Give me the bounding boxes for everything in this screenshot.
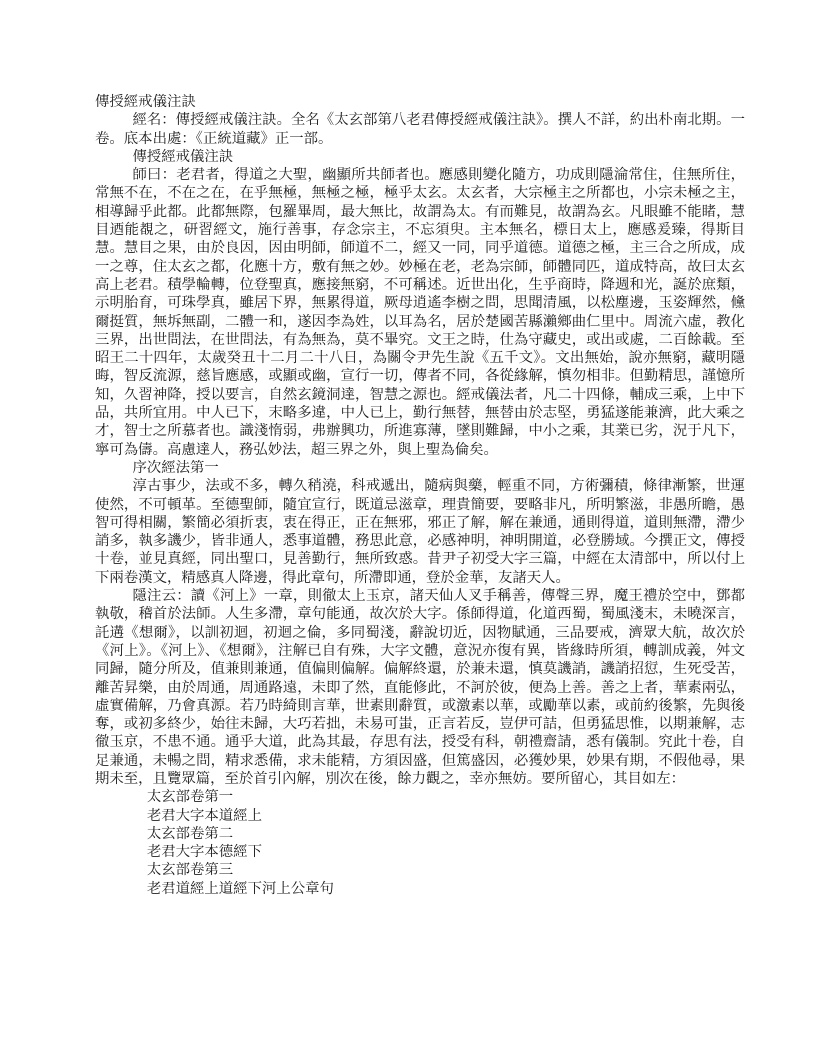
- catalog-item: 老君道經上道經下河上公章句: [146, 880, 334, 897]
- catalog-item: 太玄部卷第一: [146, 789, 234, 806]
- catalog-list: [95, 788, 745, 898]
- section-heading: 序次經法第一: [132, 459, 219, 476]
- paragraph-yinzhu: 隱注云：讀《河上》一章，則徹太上玉京，諸天仙人叉手稱善，傳聲三界，魔王禮於空中，鄧都執敬，稽首於法師。人生多滯，章句能通，故次於大字。係師得道，化道西蜀，蜀風淺末，未曉深言，託遘《想爾》，以訓初迴，初迴之倫，多同蜀淺，辭說切近，因物賦通，三品要戒，濟眾大航，故次於《河上》。《河上》、《想爾》，注解已自有殊，大字文體，意況亦復有異，皆緣時所須，轉訓成義，舛文同歸，隨分所及，值兼則兼通，值偏則偏解。偏解終還，於兼未還，慎莫譏誚，譏誚招愆，生死受苦，離苦昇樂，由於周通，周通路遠，未即了然，直能修此，不訶於彼，便為上善。善之上者，華素兩弘，虛實備解，乃會真源。若乃時綺則言華，世素則辭質，或激素以華，或勵華以素，或前約後繁，先與後奪，或初多終少，始往未歸，大巧若拙，未易可蚩，正言若反，豈伊可詰，但勇猛思惟，以期兼解，志徹玉京，不患不通。通乎大道，此為其最，存思有法，授受有科，朝禮齋請，悉有儀制。究此十卷，自足兼通，未暢之問，精求悉備，求未能精，方須因盛，但篤盛因，必獲妙果，妙果有期，不假他尋，果期未至，且覽眾篇，至於首引內解，別次在後，餘力觀之，幸亦無妨。要所留心，其目如左：: [95, 588, 745, 787]
- meta-paragraph: 經名：傳授經戒儀注訣。全名《太玄部第八老君傳授經戒儀注訣》。撰人不詳，約出朴南北期。一卷。底本出處：《正統道藏》正一部。: [95, 112, 745, 147]
- catalog-item: 老君大字本道經上: [146, 807, 262, 824]
- document-title: 傳授經戒儀注訣: [95, 94, 196, 110]
- paragraph-shiyue: 師曰：老君者，得道之大聖，幽顯所共師者也。應感則變化隨方，功成則隱淪常住，住無所住，常無不在，不在之在，在乎無極，無極之極，極乎太玄。太玄者，大宗極主之所都也，小宗未極之主，相導歸乎此都。此都無際，包羅畢周，最大無比，故謂為太。有而難見，故謂為玄。凡眼雖不能睹，慧目迺能覩之，研習經文，施行善事，存念宗主，不忘須臾。主本無名，標日太上，應感爰臻，得斯目慧。慧目之果，由於良因，因由明師，師道不二，經又一同，同乎道德。道德之極，主三合之所成，成一之尊，住太玄之都，化應十方，敷有無之妙。妙極在老，老為宗師，師體同匹，道成特高，故曰太玄高上老君。積學輪轉，位登聖真，應接無窮，不可稱述。近世出化，生乎商時，降週和光，誕於庶類，示明胎育，可珠學真，雖居下界，無累得道，厥母逍遙李樹之問，思聞清風，以松塵邊，玉姿輝然，儵爾挺質，無坼無副，二體一和，遂因李為姓，以耳為名，居於楚國苦縣瀨鄉曲仁里中。周流六虛，教化三界，出世問法，在世問法，有為無為，莫不畢究。文王之時，仕為守藏史，或出或處，二百餘載。至昭王二十四年，太歲癸丑十二月二十八日，為關令尹先生說《五千文》。文出無始，說亦無窮，藏明隱晦，智反流源，慈旨應感，或顯或幽，宣行一切，傳者不同，各從緣解，慎勿相非。但勤精思，謹憶所知，久習神降，授以要言，自然玄鏡洞達，智慧之源也。經戒儀法者，凡二十四條，輔成三乘，上中下品，共所宜用。中人已下，末略多違，中人已上，勤行無替，無替由於志堅，勇猛遂能兼濟，此大乘之才，智士之所慕者也。識淺惰弱，弗辦興功，所進寡薄，墜則難歸，中小之乘，其業已劣，況于凡下，寧可為儔。高慮達人，務弘妙法，超三界之外，與上聖為倫矣。: [95, 167, 745, 458]
- catalog-item: 太玄部卷第三: [146, 862, 234, 879]
- catalog-item: 太玄部卷第二: [146, 825, 234, 842]
- catalog-item: 老君大字本德經下: [146, 844, 262, 861]
- paragraph-xuci: 淳古事少，法或不多，轉久稍澆，科戒遞出，隨病與藥，輕重不同，方術彌積，條律漸繁，世運使然，不可頓革。至德聖師，隨宜宣行，既道忌滋章，理貴簡要，要略非凡，所明繁滋，非愚所瞻，愚智可得相關，繁簡必須折衷，衷在得正，正在無邪，邪正了解，解在兼通，通則得道，道則無滯，滯少誚多，執多譏少，皆非通人，悉事道體，務思此意，必感神明，神明開道，必登勝域。今撰正文，傳授十卷，並見真經，同出聖口，見善勤行，無所致惑。昔尹子初受大字三篇，中經在太清部中，所以付上下兩卷漢文，精感真人降邊，得此章句，所滯即通，登於金華，友諸天人。: [95, 478, 745, 586]
- inner-title: 傳授經戒儀注訣: [132, 148, 234, 165]
